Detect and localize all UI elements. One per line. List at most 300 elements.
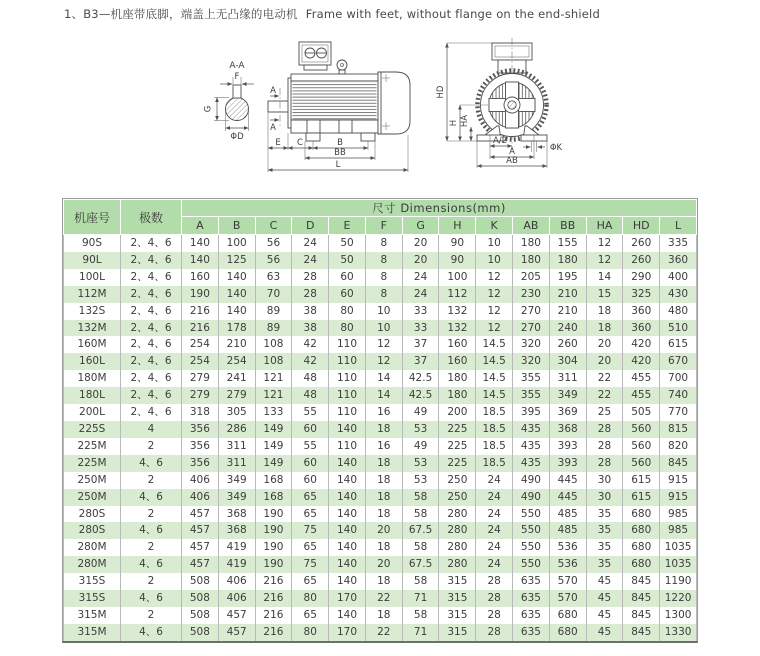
eyebolt bbox=[337, 60, 347, 74]
dim-cell: 110 bbox=[329, 387, 366, 404]
dim-cell: 50 bbox=[329, 252, 366, 269]
header-poles: 极数 bbox=[121, 200, 182, 235]
dim-cell: 28 bbox=[292, 269, 329, 286]
dim-cell: 28 bbox=[476, 624, 513, 641]
dim-cell: 368 bbox=[218, 506, 255, 523]
dim-cell: 58 bbox=[402, 489, 439, 506]
header-dim-e: E bbox=[329, 217, 366, 235]
dim-label-a2: A/2 bbox=[492, 136, 508, 146]
poles-cell: 2 bbox=[121, 438, 182, 455]
dim-cell: 457 bbox=[182, 522, 219, 539]
dim-cell: 369 bbox=[549, 404, 586, 421]
dim-cell: 60 bbox=[292, 455, 329, 472]
dim-cell: 286 bbox=[218, 421, 255, 438]
poles-cell: 4、6 bbox=[121, 455, 182, 472]
dim-cell: 560 bbox=[623, 438, 660, 455]
dim-cell: 80 bbox=[329, 320, 366, 337]
frame-size-cell: 160M bbox=[64, 336, 121, 353]
dim-cell: 18 bbox=[365, 539, 402, 556]
dim-cell: 290 bbox=[623, 269, 660, 286]
motor-end-view-drawing bbox=[436, 38, 563, 168]
frame-size-cell: 280M bbox=[64, 556, 121, 573]
frame-size-cell: 225S bbox=[64, 421, 121, 438]
dim-cell: 58 bbox=[402, 539, 439, 556]
dim-cell: 406 bbox=[218, 590, 255, 607]
dim-cell: 14.5 bbox=[476, 370, 513, 387]
table-row bbox=[64, 472, 697, 489]
dim-cell: 10 bbox=[365, 303, 402, 320]
poles-cell: 2 bbox=[121, 607, 182, 624]
dim-cell: 149 bbox=[255, 455, 292, 472]
frame-size-cell: 250M bbox=[64, 489, 121, 506]
dim-cell: 18 bbox=[365, 455, 402, 472]
dim-cell: 8 bbox=[365, 269, 402, 286]
poles-cell: 2、4、6 bbox=[121, 353, 182, 370]
dim-cell: 49 bbox=[402, 438, 439, 455]
dim-cell: 42 bbox=[292, 353, 329, 370]
dim-cell: 680 bbox=[549, 624, 586, 641]
dim-cell: 200 bbox=[439, 404, 476, 421]
poles-cell: 2 bbox=[121, 539, 182, 556]
dim-cell: 65 bbox=[292, 573, 329, 590]
dim-cell: 315 bbox=[439, 590, 476, 607]
dim-label-f: F bbox=[234, 72, 240, 82]
dim-cell: 680 bbox=[623, 522, 660, 539]
dim-cell: 279 bbox=[182, 370, 219, 387]
dim-cell: 435 bbox=[513, 421, 550, 438]
dim-cell: 845 bbox=[623, 624, 660, 641]
dim-cell: 406 bbox=[182, 489, 219, 506]
dim-cell: 400 bbox=[660, 269, 697, 286]
terminal-box bbox=[299, 42, 331, 70]
dim-cell: 160 bbox=[439, 336, 476, 353]
dim-cell: 355 bbox=[513, 370, 550, 387]
dim-cell: 24 bbox=[476, 556, 513, 573]
poles-cell: 2、4、6 bbox=[121, 286, 182, 303]
dim-cell: 254 bbox=[182, 353, 219, 370]
dim-cell: 28 bbox=[476, 607, 513, 624]
table-body bbox=[64, 235, 697, 641]
dim-cell: 89 bbox=[255, 303, 292, 320]
dim-label-bb: BB bbox=[334, 148, 346, 158]
dim-cell: 368 bbox=[549, 421, 586, 438]
dim-cell: 75 bbox=[292, 556, 329, 573]
dim-cell: 35 bbox=[586, 556, 623, 573]
dim-cell: 536 bbox=[549, 539, 586, 556]
header-dim-c: C bbox=[255, 217, 292, 235]
dim-cell: 37 bbox=[402, 353, 439, 370]
dim-cell: 225 bbox=[439, 455, 476, 472]
poles-cell: 2、4、6 bbox=[121, 387, 182, 404]
dim-cell: 335 bbox=[660, 235, 697, 252]
dim-cell: 12 bbox=[586, 235, 623, 252]
dim-label-ab: AB bbox=[506, 156, 518, 166]
dim-cell: 985 bbox=[660, 506, 697, 523]
frame-size-cell: 250M bbox=[64, 472, 121, 489]
dim-cell: 406 bbox=[218, 573, 255, 590]
dim-cell: 1035 bbox=[660, 556, 697, 573]
dim-cell: 90 bbox=[439, 235, 476, 252]
poles-cell: 2、4、6 bbox=[121, 269, 182, 286]
dim-label-c: C bbox=[297, 138, 303, 148]
keyway-stub bbox=[233, 85, 241, 98]
frame-size-cell: 315M bbox=[64, 624, 121, 641]
dim-cell: 125 bbox=[218, 252, 255, 269]
table-row bbox=[64, 607, 697, 624]
dim-cell: 12 bbox=[476, 303, 513, 320]
dim-cell: 133 bbox=[255, 404, 292, 421]
dim-cell: 536 bbox=[549, 556, 586, 573]
dim-cell: 820 bbox=[660, 438, 697, 455]
dim-cell: 349 bbox=[218, 472, 255, 489]
dim-cell: 18.5 bbox=[476, 421, 513, 438]
dim-cell: 420 bbox=[623, 336, 660, 353]
dim-cell: 508 bbox=[182, 573, 219, 590]
dim-cell: 20 bbox=[402, 252, 439, 269]
dim-cell: 670 bbox=[660, 353, 697, 370]
dim-cell: 49 bbox=[402, 404, 439, 421]
dim-cell: 132 bbox=[439, 320, 476, 337]
dim-cell: 318 bbox=[182, 404, 219, 421]
header-dim-ab: AB bbox=[513, 217, 550, 235]
dim-cell: 30 bbox=[586, 472, 623, 489]
dim-cell: 210 bbox=[549, 286, 586, 303]
dim-cell: 508 bbox=[182, 624, 219, 641]
table-row bbox=[64, 489, 697, 506]
dim-cell: 121 bbox=[255, 370, 292, 387]
dim-cell: 140 bbox=[218, 303, 255, 320]
header-dim-f: F bbox=[365, 217, 402, 235]
dim-cell: 190 bbox=[255, 556, 292, 573]
dim-cell: 368 bbox=[218, 522, 255, 539]
dim-cell: 20 bbox=[402, 235, 439, 252]
dim-cell: 22 bbox=[365, 624, 402, 641]
dim-cell: 38 bbox=[292, 303, 329, 320]
dim-cell: 635 bbox=[513, 573, 550, 590]
header-dimensions-group: 尺寸 Dimensions(mm) bbox=[182, 200, 697, 217]
dim-cell: 254 bbox=[218, 353, 255, 370]
dim-cell: 445 bbox=[549, 472, 586, 489]
dim-cell: 680 bbox=[549, 607, 586, 624]
dim-cell: 305 bbox=[218, 404, 255, 421]
dim-label-b: B bbox=[337, 138, 343, 148]
dim-cell: 18.5 bbox=[476, 438, 513, 455]
dim-cell: 216 bbox=[255, 624, 292, 641]
dim-cell: 22 bbox=[586, 387, 623, 404]
page-title-en: Frame with feet, without flange on the end-shield bbox=[305, 7, 600, 21]
dim-cell: 42.5 bbox=[402, 370, 439, 387]
dim-cell: 14.5 bbox=[476, 353, 513, 370]
table-row bbox=[64, 235, 697, 252]
dim-cell: 615 bbox=[623, 472, 660, 489]
dim-cell: 112 bbox=[439, 286, 476, 303]
dim-cell: 393 bbox=[549, 438, 586, 455]
dim-cell: 457 bbox=[218, 624, 255, 641]
section-mark-top: A bbox=[270, 86, 276, 96]
dim-cell: 170 bbox=[329, 624, 366, 641]
dim-cell: 140 bbox=[329, 607, 366, 624]
dim-cell: 56 bbox=[255, 235, 292, 252]
dim-cell: 315 bbox=[439, 573, 476, 590]
dim-cell: 406 bbox=[182, 472, 219, 489]
dim-cell: 14.5 bbox=[476, 387, 513, 404]
dim-cell: 18 bbox=[365, 421, 402, 438]
dim-cell: 550 bbox=[513, 539, 550, 556]
dim-cell: 155 bbox=[549, 235, 586, 252]
dim-cell: 10 bbox=[365, 320, 402, 337]
dim-cell: 419 bbox=[218, 539, 255, 556]
dim-cell: 508 bbox=[182, 590, 219, 607]
dim-cell: 8 bbox=[365, 235, 402, 252]
dim-cell: 680 bbox=[623, 556, 660, 573]
dim-cell: 550 bbox=[513, 522, 550, 539]
poles-cell: 4、6 bbox=[121, 624, 182, 641]
poles-cell: 2 bbox=[121, 506, 182, 523]
dim-cell: 395 bbox=[513, 404, 550, 421]
dim-cell: 65 bbox=[292, 539, 329, 556]
dim-cell: 360 bbox=[660, 252, 697, 269]
dim-cell: 58 bbox=[402, 573, 439, 590]
dim-cell: 680 bbox=[623, 539, 660, 556]
frame-size-cell: 132M bbox=[64, 320, 121, 337]
technical-drawings bbox=[0, 0, 760, 200]
poles-cell: 4 bbox=[121, 421, 182, 438]
table-row bbox=[64, 286, 697, 303]
dim-cell: 24 bbox=[292, 235, 329, 252]
section-caption: A-A bbox=[229, 61, 245, 71]
dim-cell: 110 bbox=[329, 438, 366, 455]
dim-cell: 615 bbox=[660, 336, 697, 353]
dim-cell: 311 bbox=[549, 370, 586, 387]
dim-cell: 160 bbox=[439, 353, 476, 370]
frame-size-cell: 280S bbox=[64, 506, 121, 523]
dim-cell: 48 bbox=[292, 387, 329, 404]
dim-cell: 845 bbox=[623, 573, 660, 590]
dim-cell: 356 bbox=[182, 438, 219, 455]
dim-cell: 445 bbox=[549, 489, 586, 506]
dim-cell: 325 bbox=[623, 286, 660, 303]
table-row bbox=[64, 320, 697, 337]
dim-cell: 18 bbox=[365, 607, 402, 624]
dim-cell: 435 bbox=[513, 438, 550, 455]
dim-cell: 35 bbox=[586, 522, 623, 539]
dim-cell: 170 bbox=[329, 590, 366, 607]
dim-cell: 320 bbox=[513, 336, 550, 353]
dim-cell: 48 bbox=[292, 370, 329, 387]
table-row bbox=[64, 455, 697, 472]
dim-cell: 815 bbox=[660, 421, 697, 438]
dim-cell: 205 bbox=[513, 269, 550, 286]
dim-cell: 18.5 bbox=[476, 404, 513, 421]
dim-cell: 140 bbox=[218, 269, 255, 286]
dim-cell: 100 bbox=[218, 235, 255, 252]
dim-cell: 71 bbox=[402, 590, 439, 607]
dim-cell: 140 bbox=[329, 421, 366, 438]
dim-cell: 110 bbox=[329, 404, 366, 421]
dim-cell: 53 bbox=[402, 455, 439, 472]
dim-cell: 18 bbox=[365, 573, 402, 590]
rear-foot bbox=[361, 133, 375, 141]
dim-label-phi-d: ΦD bbox=[230, 132, 244, 142]
dim-cell: 680 bbox=[623, 506, 660, 523]
table-row bbox=[64, 573, 697, 590]
poles-cell: 2、4、6 bbox=[121, 370, 182, 387]
dim-cell: 90 bbox=[439, 252, 476, 269]
dim-cell: 457 bbox=[182, 556, 219, 573]
dim-cell: 490 bbox=[513, 472, 550, 489]
header-frame-size: 机座号 bbox=[64, 200, 121, 235]
dim-cell: 180 bbox=[439, 387, 476, 404]
dim-cell: 140 bbox=[329, 455, 366, 472]
table-row bbox=[64, 303, 697, 320]
dim-cell: 1035 bbox=[660, 539, 697, 556]
dim-cell: 349 bbox=[549, 387, 586, 404]
frame-size-cell: 160L bbox=[64, 353, 121, 370]
frame-size-cell: 225M bbox=[64, 455, 121, 472]
frame-size-cell: 100L bbox=[64, 269, 121, 286]
dim-cell: 615 bbox=[623, 489, 660, 506]
dim-cell: 60 bbox=[292, 421, 329, 438]
poles-cell: 2、4、6 bbox=[121, 336, 182, 353]
poles-cell: 2 bbox=[121, 472, 182, 489]
dim-cell: 360 bbox=[623, 303, 660, 320]
section-mark-bottom: A bbox=[270, 123, 276, 133]
dim-cell: 915 bbox=[660, 472, 697, 489]
dim-cell: 216 bbox=[182, 320, 219, 337]
motor-body bbox=[288, 74, 378, 133]
dim-cell: 16 bbox=[365, 438, 402, 455]
dim-cell: 28 bbox=[586, 455, 623, 472]
frame-size-cell: 90S bbox=[64, 235, 121, 252]
dim-label-ha: HA bbox=[460, 114, 470, 128]
dim-cell: 12 bbox=[476, 269, 513, 286]
dim-cell: 140 bbox=[329, 573, 366, 590]
dim-cell: 24 bbox=[476, 506, 513, 523]
dim-cell: 10 bbox=[476, 235, 513, 252]
dim-cell: 915 bbox=[660, 489, 697, 506]
dim-cell: 770 bbox=[660, 404, 697, 421]
dim-cell: 190 bbox=[255, 506, 292, 523]
dim-label-e: E bbox=[275, 138, 281, 148]
dim-cell: 1190 bbox=[660, 573, 697, 590]
dim-cell: 12 bbox=[365, 336, 402, 353]
dim-cell: 108 bbox=[255, 336, 292, 353]
dim-cell: 216 bbox=[255, 607, 292, 624]
poles-cell: 2、4、6 bbox=[121, 235, 182, 252]
frame-size-cell: 315S bbox=[64, 573, 121, 590]
dim-cell: 18.5 bbox=[476, 455, 513, 472]
dim-cell: 985 bbox=[660, 522, 697, 539]
table-row bbox=[64, 522, 697, 539]
dim-cell: 30 bbox=[586, 489, 623, 506]
table-row bbox=[64, 624, 697, 641]
dim-cell: 108 bbox=[255, 353, 292, 370]
header-dim-a: A bbox=[182, 217, 219, 235]
dim-cell: 65 bbox=[292, 489, 329, 506]
dim-cell: 65 bbox=[292, 506, 329, 523]
dim-cell: 430 bbox=[660, 286, 697, 303]
dim-cell: 24 bbox=[476, 522, 513, 539]
dim-cell: 55 bbox=[292, 438, 329, 455]
table-row bbox=[64, 404, 697, 421]
header-dim-ha: HA bbox=[586, 217, 623, 235]
dim-cell: 320 bbox=[513, 353, 550, 370]
dim-cell: 225 bbox=[439, 438, 476, 455]
dim-cell: 45 bbox=[586, 573, 623, 590]
dim-cell: 10 bbox=[476, 252, 513, 269]
dim-cell: 35 bbox=[586, 506, 623, 523]
dim-cell: 279 bbox=[182, 387, 219, 404]
dim-cell: 24 bbox=[292, 252, 329, 269]
dim-cell: 24 bbox=[476, 489, 513, 506]
shaft-section-drawing bbox=[204, 61, 255, 142]
dim-cell: 485 bbox=[549, 506, 586, 523]
dim-cell: 53 bbox=[402, 472, 439, 489]
frame-size-cell: 280S bbox=[64, 522, 121, 539]
frame-size-cell: 180L bbox=[64, 387, 121, 404]
table-row bbox=[64, 421, 697, 438]
dim-cell: 315 bbox=[439, 624, 476, 641]
dim-label-phi-k: ΦK bbox=[549, 143, 563, 153]
dim-cell: 14 bbox=[365, 370, 402, 387]
dim-cell: 160 bbox=[182, 269, 219, 286]
dim-cell: 140 bbox=[329, 522, 366, 539]
dim-cell: 700 bbox=[660, 370, 697, 387]
dim-cell: 311 bbox=[218, 455, 255, 472]
dim-cell: 33 bbox=[402, 320, 439, 337]
dim-cell: 35 bbox=[586, 539, 623, 556]
dim-cell: 1330 bbox=[660, 624, 697, 641]
dim-cell: 355 bbox=[513, 387, 550, 404]
table-row bbox=[64, 506, 697, 523]
header-dim-d: D bbox=[292, 217, 329, 235]
dim-label-g: G bbox=[203, 105, 214, 113]
dim-cell: 140 bbox=[182, 235, 219, 252]
dim-cell: 110 bbox=[329, 370, 366, 387]
dim-cell: 225 bbox=[439, 421, 476, 438]
table-row bbox=[64, 556, 697, 573]
dim-cell: 250 bbox=[439, 489, 476, 506]
dim-cell: 280 bbox=[439, 522, 476, 539]
header-dim-b: B bbox=[218, 217, 255, 235]
dim-cell: 55 bbox=[292, 404, 329, 421]
dimensions-table bbox=[62, 198, 698, 643]
poles-cell: 2、4、6 bbox=[121, 252, 182, 269]
frame-size-cell: 180M bbox=[64, 370, 121, 387]
dim-cell: 178 bbox=[218, 320, 255, 337]
dim-cell: 24 bbox=[476, 539, 513, 556]
dim-cell: 845 bbox=[623, 590, 660, 607]
dim-cell: 24 bbox=[402, 286, 439, 303]
dim-cell: 490 bbox=[513, 489, 550, 506]
dim-cell: 38 bbox=[292, 320, 329, 337]
dim-cell: 67.5 bbox=[402, 556, 439, 573]
dim-cell: 100 bbox=[439, 269, 476, 286]
header-dim-l: L bbox=[660, 217, 697, 235]
dim-cell: 140 bbox=[329, 539, 366, 556]
dim-cell: 18 bbox=[586, 320, 623, 337]
dim-cell: 241 bbox=[218, 370, 255, 387]
dim-label-a: A bbox=[509, 147, 515, 157]
dim-cell: 22 bbox=[365, 590, 402, 607]
poles-cell: 2、4、6 bbox=[121, 404, 182, 421]
dim-cell: 140 bbox=[329, 556, 366, 573]
dim-cell: 58 bbox=[402, 506, 439, 523]
dim-cell: 457 bbox=[182, 539, 219, 556]
frame-size-cell: 200L bbox=[64, 404, 121, 421]
dim-cell: 8 bbox=[365, 252, 402, 269]
dim-cell: 42.5 bbox=[402, 387, 439, 404]
